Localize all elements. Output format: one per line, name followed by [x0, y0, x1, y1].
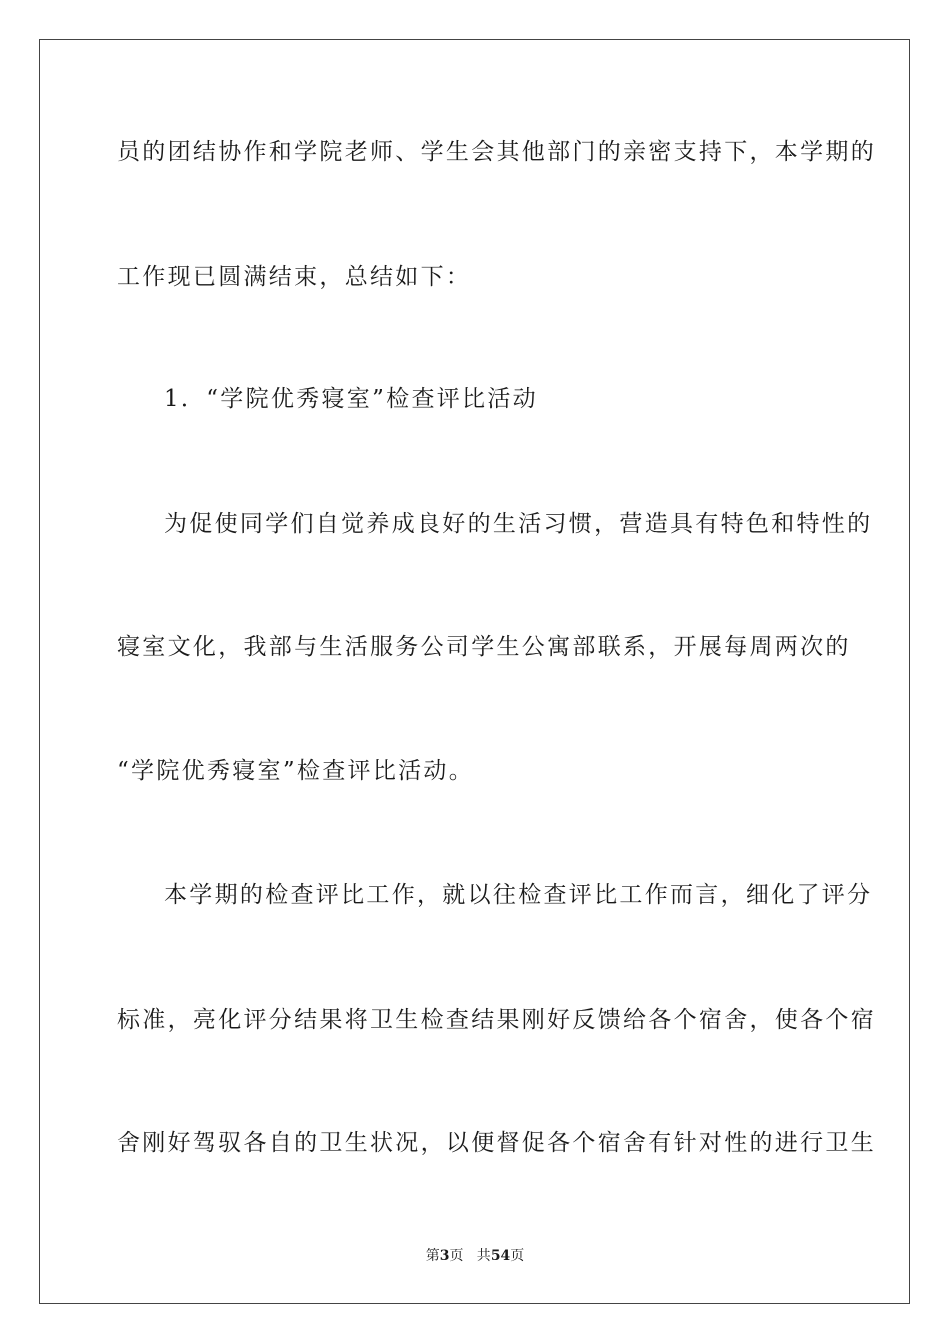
section-heading: 1．“学院优秀寝室”检查评比活动 — [164, 386, 538, 412]
body-text-line: 工作现已圆满结束，总结如下： — [117, 264, 472, 290]
total-pages-number: 54 — [490, 1248, 511, 1264]
page-border — [39, 39, 910, 1304]
body-text-line: 标准，亮化评分结果将卫生检查结果刚好反馈给各个宿舍，使各个宿 — [117, 1007, 876, 1033]
body-text-line: 本学期的检查评比工作，就以往检查评比工作而言，细化了评分 — [164, 882, 873, 908]
page-footer — [0, 1247, 950, 1265]
footer-prefix: 第 — [425, 1248, 440, 1264]
footer-suffix: 页 — [510, 1248, 525, 1264]
body-text-line: 寝室文化，我部与生活服务公司学生公寓部联系，开展每周两次的 — [117, 634, 851, 660]
body-text-line: 员的团结协作和学院老师、学生会其他部门的亲密支持下，本学期的 — [117, 139, 876, 165]
body-text-line: 舍刚好驾驭各自的卫生状况，以便督促各个宿舍有针对性的进行卫生 — [117, 1130, 876, 1156]
body-text-line: 为促使同学们自觉养成良好的生活习惯，营造具有特色和特性的 — [164, 511, 873, 537]
current-page-number: 3 — [439, 1248, 450, 1264]
body-text-line: “学院优秀寝室”检查评比活动。 — [117, 758, 475, 784]
footer-middle: 页 共 — [449, 1248, 491, 1264]
